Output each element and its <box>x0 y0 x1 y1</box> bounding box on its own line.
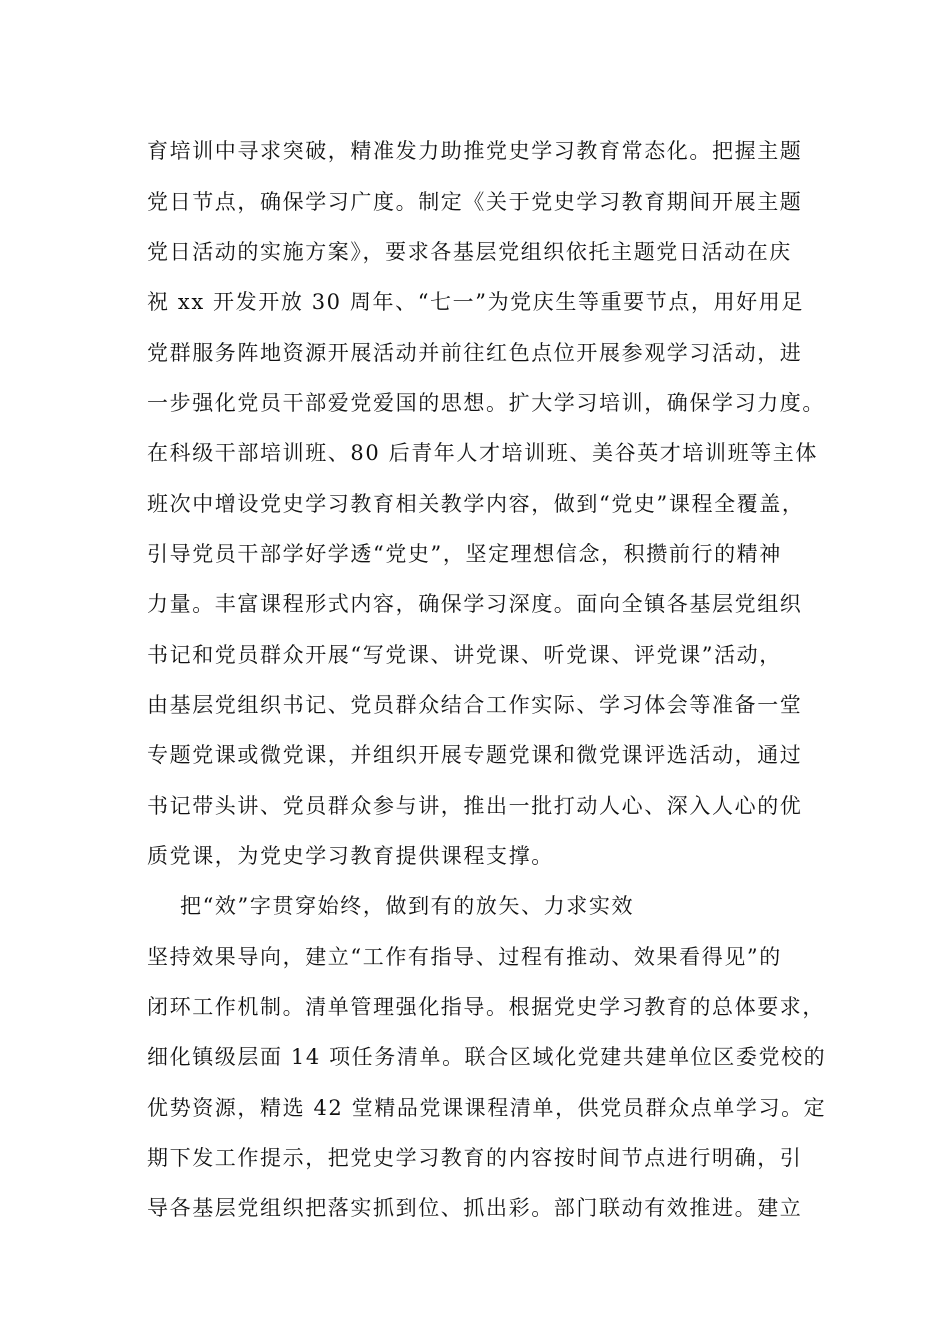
text-line: 书记和党员群众开展“写党课、讲党课、听党课、评党课”活动， <box>147 643 782 667</box>
text-line: 班次中增设党史学习教育相关教学内容，做到“党史”课程全覆盖， <box>147 492 805 516</box>
text-line: 党群服务阵地资源开展活动并前往红色点位开展参观学习活动，进 <box>147 341 803 365</box>
text-line: 引导党员干部学好学透“党史”，坚定理想信念，积攒前行的精神 <box>147 542 782 566</box>
text-line: 由基层党组织书记、党员群众结合工作实际、学习体会等准备一堂 <box>147 693 803 717</box>
text-line: 党日节点，确保学习广度。制定《关于党史学习教育期间开展主题 <box>147 190 803 214</box>
text-line: 坚持效果导向，建立“工作有指导、过程有推动、效果看得见”的 <box>147 945 782 969</box>
text-line: 在科级干部培训班、80 后青年人才培训班、美谷英才培训班等主体 <box>147 441 818 465</box>
text-line: 力量。丰富课程形式内容，确保学习深度。面向全镇各基层党组织 <box>147 592 803 616</box>
text-line: 质党课，为党史学习教育提供课程支撑。 <box>147 844 554 868</box>
text-line: 期下发工作提示，把党史学习教育的内容按时间节点进行明确，引 <box>147 1146 803 1170</box>
text-line: 闭环工作机制。清单管理强化指导。根据党史学习教育的总体要求， <box>147 995 825 1019</box>
text-line: 优势资源，精选 42 堂精品党课课程清单，供党员群众点单学习。定 <box>147 1096 827 1120</box>
text-line: 细化镇级层面 14 项任务清单。联合区域化党建共建单位区委党校的 <box>147 1045 827 1069</box>
text-line: 育培训中寻求突破，精准发力助推党史学习教育常态化。把握主题 <box>147 139 803 163</box>
text-line: 专题党课或微党课，并组织开展专题党课和微党课评选活动，通过 <box>147 743 803 767</box>
text-line: 导各基层党组织把落实抓到位、抓出彩。部门联动有效推进。建立 <box>147 1196 803 1220</box>
text-line: 党日活动的实施方案》，要求各基层党组织依托主题党日活动在庆 <box>147 240 792 264</box>
text-line: 书记带头讲、党员群众参与讲，推出一批打动人心、深入人心的优 <box>147 794 803 818</box>
section-heading: 把“效”字贯穿始终，做到有的放矢、力求实效 <box>180 894 635 918</box>
text-line: 一步强化党员干部爱党爱国的思想。扩大学习培训，确保学习力度。 <box>147 391 825 415</box>
text-line: 祝 xx 开发开放 30 周年、“七一”为党庆生等重要节点，用好用足 <box>147 290 804 314</box>
